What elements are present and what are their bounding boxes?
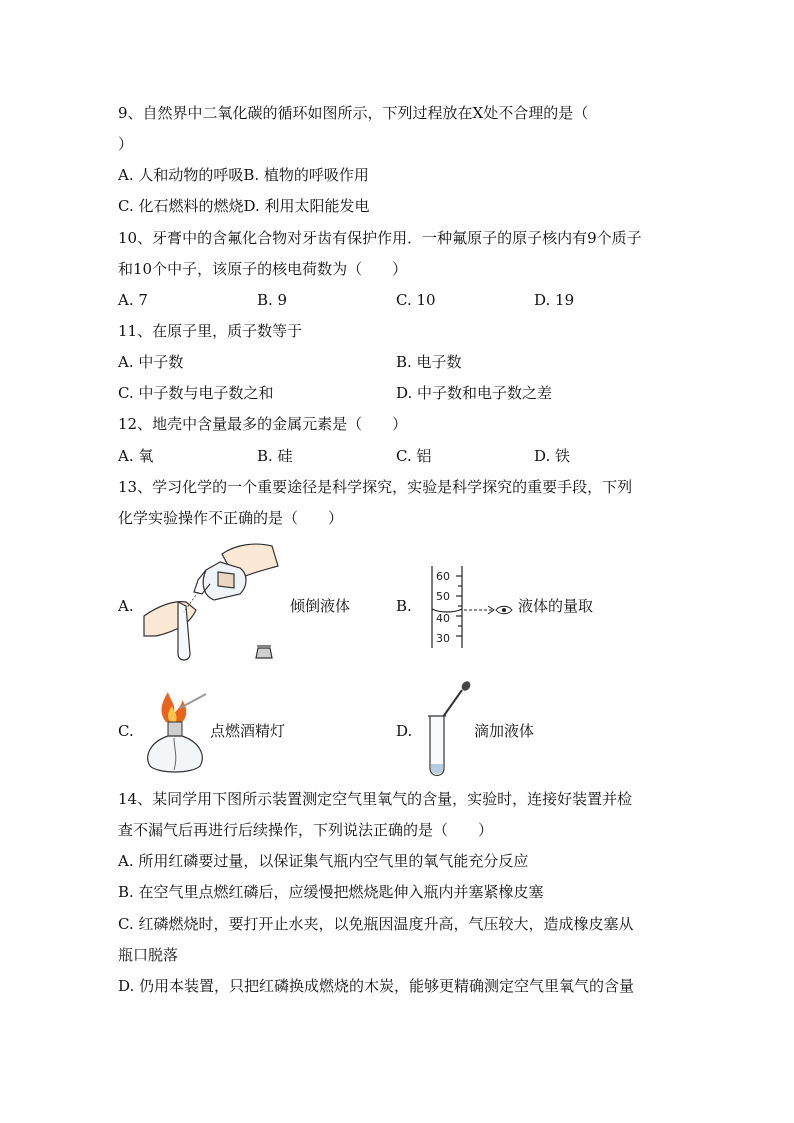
cylinder-tick-label: 40	[436, 612, 450, 625]
alcohol-lamp-illustration	[144, 686, 210, 778]
q12-option-b: B. 硅	[257, 447, 293, 465]
q12-option-d: D. 铁	[534, 447, 571, 465]
q12-option-a: A. 氧	[118, 447, 154, 465]
q11-option-c: C. 中子数与电子数之和	[118, 384, 274, 402]
q13-option-d-letter: D.	[396, 722, 413, 740]
q10-option-d: D. 19	[534, 291, 575, 309]
dropper-illustration	[424, 680, 474, 780]
q13-option-c-letter: C.	[118, 722, 134, 740]
q14-option-a: A. 所用红磷要过量，以保证集气瓶内空气里的氧气能充分反应	[118, 852, 529, 870]
q9-options-cd: C. 化石燃料的燃烧D. 利用太阳能发电	[118, 197, 370, 215]
cylinder-tick-label: 30	[436, 632, 450, 645]
q13-option-a-letter: A.	[118, 597, 134, 615]
q11-option-b: B. 电子数	[396, 353, 462, 371]
q11-option-a: A. 中子数	[118, 353, 184, 371]
q13-option-d-label: 滴加液体	[474, 722, 535, 740]
cylinder-tick-label: 50	[436, 590, 450, 603]
q13-option-b-label: 液体的量取	[518, 597, 594, 615]
q13-option-b-letter: B.	[396, 597, 412, 615]
q14-stem-line2: 查不漏气后再进行后续操作，下列说法正确的是（ ）	[118, 821, 494, 839]
q12-option-c: C. 铝	[396, 447, 432, 465]
q14-option-d: D. 仍用本装置，只把红磷换成燃烧的木炭，能够更精确测定空气里氧气的含量	[118, 977, 635, 995]
q10-option-a: A. 7	[118, 291, 148, 309]
q13-option-c-label: 点燃酒精灯	[210, 722, 286, 740]
pouring-liquid-illustration	[144, 540, 284, 665]
q9-options-ab: A. 人和动物的呼吸B. 植物的呼吸作用	[118, 166, 369, 184]
q12-stem: 12、地壳中含量最多的金属元素是（ ）	[118, 415, 408, 433]
graduated-cylinder-illustration	[428, 566, 516, 648]
q14-option-c-line2: 瓶口脱落	[118, 946, 179, 964]
q10-stem-line2: 和10个中子，该原子的核电荷数为（ ）	[118, 260, 408, 278]
q14-option-c-line1: C. 红磷燃烧时，要打开止水夹，以免瓶因温度升高，气压较大，造成橡皮塞从	[118, 915, 634, 933]
q14-stem-line1: 14、某同学用下图所示装置测定空气里氧气的含量，实验时，连接好装置并检	[118, 790, 633, 808]
q9-stem-line1: 9、自然界中二氧化碳的循环如图所示，下列过程放在X处不合理的是（	[118, 104, 589, 122]
q10-option-c: C. 10	[396, 291, 436, 309]
cylinder-tick-label: 60	[436, 570, 450, 583]
q13-stem-line2: 化学实验操作不正确的是（ ）	[118, 509, 344, 527]
q10-stem-line1: 10、牙膏中的含氟化合物对牙齿有保护作用．一种氟原子的原子核内有9个质子	[118, 229, 642, 247]
q14-option-b: B. 在空气里点燃红磷后，应缓慢把燃烧匙伸入瓶内并塞紧橡皮塞	[118, 883, 544, 901]
q9-stem-line2: ）	[118, 135, 134, 153]
q10-option-b: B. 9	[257, 291, 288, 309]
q11-option-d: D. 中子数和电子数之差	[396, 384, 553, 402]
q11-stem: 11、在原子里，质子数等于	[118, 322, 303, 340]
q13-option-a-label: 倾倒液体	[290, 597, 351, 615]
q13-stem-line1: 13、学习化学的一个重要途径是科学探究，实验是科学探究的重要手段，下列	[118, 478, 633, 496]
